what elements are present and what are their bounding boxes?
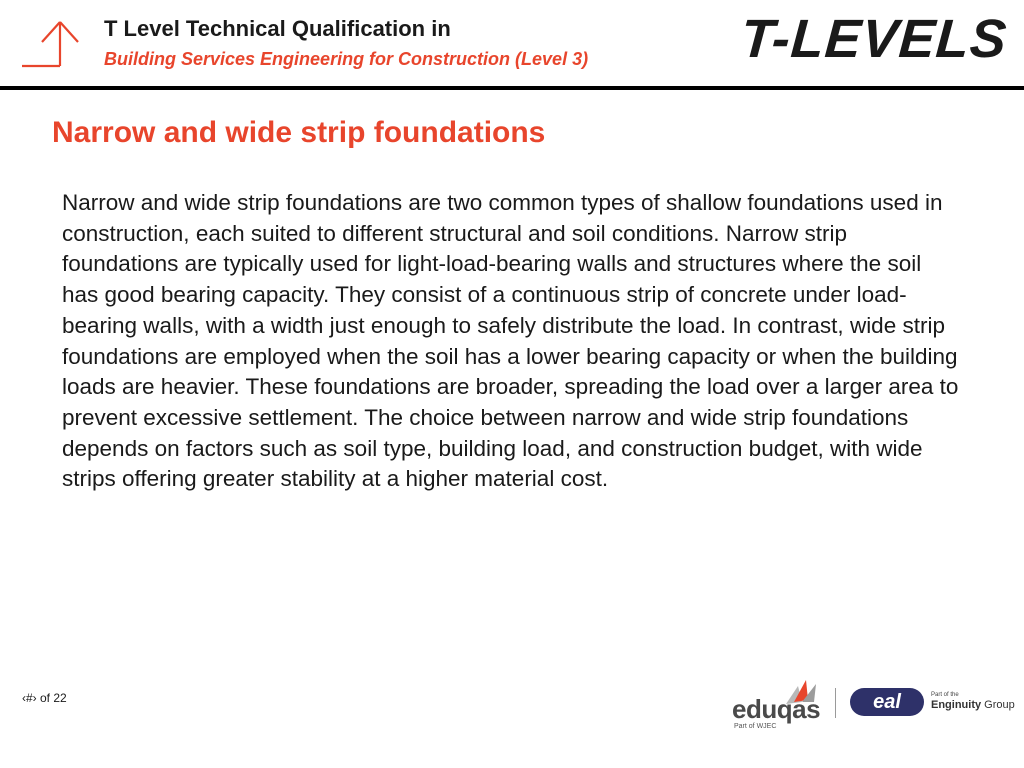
- header-title: T Level Technical Qualification in: [104, 16, 451, 41]
- group-label: Group: [981, 699, 1015, 711]
- footer-logo-divider: [835, 688, 836, 718]
- enginuity-group-label: [931, 692, 1021, 711]
- part-of-label: Part of the: [931, 692, 959, 698]
- eduqas-wordmark: eduqas: [732, 694, 821, 724]
- header-subtitle: Building Services Engineering for Construction (Level 3): [104, 49, 589, 69]
- enginuity-group-name: [931, 699, 1021, 711]
- t-levels-logo: T-LEVELS: [738, 9, 1010, 69]
- page-number: ‹#› of 22: [22, 691, 67, 705]
- header-divider: [0, 86, 1024, 90]
- slide-title: Narrow and wide strip foundations: [52, 116, 546, 149]
- eduqas-tagline: Part of WJEC: [734, 723, 777, 730]
- slide-header: [0, 0, 1024, 92]
- slide-body-text: Narrow and wide strip foundations are two common types of shallow foundations used in construction, each suited to different structural and soil conditions. Narrow strip foundations are typically used for light-load-bearing walls and structures where the soil has good bearing capacity. They consist of a continuous strip of concrete under load-bearing walls, with a width just enough to safely distribute the load. In contrast, wide strip foundations are employed when the soil has a lower bearing capacity or when the building loads are heavier. These foundations are broader, spreading the load over a larger area to prevent excessive settlement. The choice between narrow and wide strip foundations depends on factors such as soil type, building load, and construction budget, with wide strips offering greater stability at a higher material cost.: [62, 190, 959, 492]
- eal-logo: eal: [850, 688, 924, 716]
- eduqas-logo: [732, 676, 822, 730]
- enginuity-bold: Enginuity: [931, 699, 982, 711]
- up-arrow-corner-icon: [20, 18, 80, 70]
